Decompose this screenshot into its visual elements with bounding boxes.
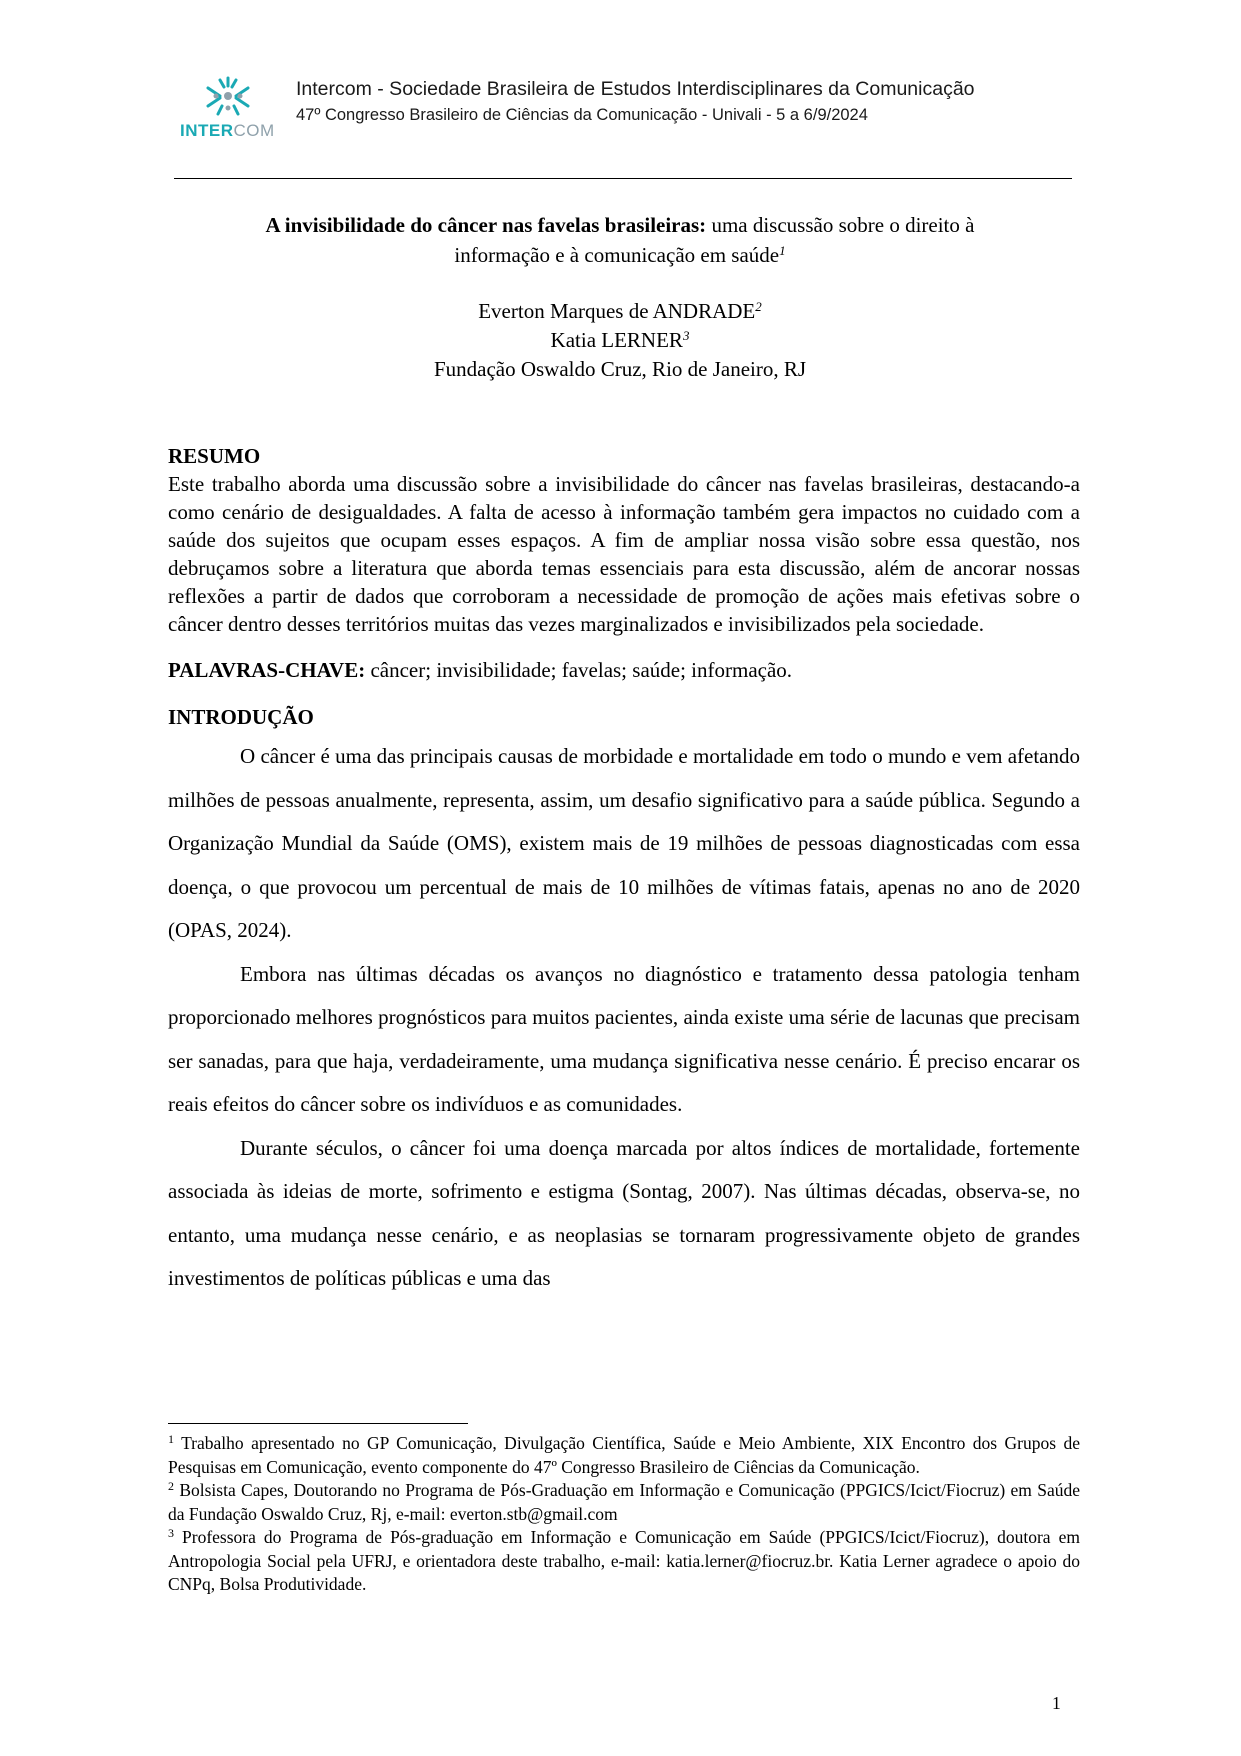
author-1-mark: 2 <box>755 299 762 314</box>
main-content <box>168 442 1080 1301</box>
keywords-text: câncer; invisibilidade; favelas; saúde; informação. <box>365 658 793 682</box>
header-congress-name: 47º Congresso Brasileiro de Ciências da Comunicação - Univali - 5 a 6/9/2024 <box>296 106 868 124</box>
footnote-2 <box>168 1479 1080 1526</box>
footnote-1-text: Trabalho apresentado no GP Comunicação, Divulgação Científica, Saúde e Meio Ambiente, XIX Encontro dos Grupos de Pesquisas em Comunicação, evento componente do 47º Congresso Brasileiro de Ciências da Comunicação. <box>168 1433 1080 1477</box>
title-footnote-mark: 1 <box>779 243 786 258</box>
footnote-3-text: Professora do Programa de Pós-graduação em Informação e Comunicação em Saúde (PPGICS/Icict/Fiocruz), doutora em Antropologia Social pela UFRJ, e orientadora deste trabalho, e-mail: katia.lerner@fiocruz.br. Katia Lerner agradece o apoio do CNPq, Bolsa Produtividade. <box>168 1527 1080 1594</box>
author-1-name: Everton Marques de ANDRADE <box>478 299 756 323</box>
logo-text-sub: COM <box>233 121 275 140</box>
footnote-rule <box>168 1423 468 1424</box>
footnote-2-text: Bolsista Capes, Doutorando no Programa de Pós-Graduação em Informação e Comunicação (PPGICS/Icict/Fiocruz) em Saúde da Fundação Oswaldo Cruz, Rj, e-mail: everton.stb@gmail.com <box>168 1480 1080 1524</box>
abstract-text: Este trabalho aborda uma discussão sobre a invisibilidade do câncer nas favelas brasileiras, destacando-a como cenário de desigualdades. A falta de acesso à informação também gera impactos no cuidado com a saúde dos sujeitos que ocupam esses espaços. A fim de ampliar nossa visão sobre essa questão, nos debruçamos sobre a literatura que aborda temas essenciais para esta discussão, além de ancorar nossas reflexões a partir de dados que corroboram a necessidade de promoção de ações mais efetivas sobre o câncer dentro desses territórios muitas das vezes marginalizados e invisibilizados pela sociedade. <box>168 472 1080 636</box>
intercom-logo <box>180 76 280 146</box>
keywords <box>168 656 1080 684</box>
author-1 <box>160 297 1080 326</box>
page-header <box>174 72 1074 152</box>
intro-paragraph-2: Embora nas últimas décadas os avanços no diagnóstico e tratamento dessa patologia tenham proporcionado melhores prognósticos para muitos pacientes, ainda existe uma série de lacunas que precisam ser sanadas, para que haja, verdadeiramente, uma mudança significativa nesse cenário. É preciso encarar os reais efeitos do câncer sobre os indivíduos e as comunidades. <box>168 961 1080 1116</box>
title-line2: informação e à comunicação em saúde <box>454 243 780 267</box>
footnote-3 <box>168 1526 1080 1597</box>
abstract-heading: RESUMO <box>168 444 261 468</box>
keywords-label: PALAVRAS-CHAVE: <box>168 658 366 682</box>
footnote-2-mark: 2 <box>168 1479 174 1493</box>
intro-paragraph-3: Durante séculos, o câncer foi uma doença marcada por altos índices de mortalidade, fortemente associada às ideias de morte, sofrimento e estigma (Sontag, 2007). Nas últimas décadas, observa-se, no entanto, uma mudança nesse cenário, e as neoplasias se tornaram progressivamente objeto de grandes investimentos de políticas públicas e uma das <box>168 1135 1080 1290</box>
footnote-1-mark: 1 <box>168 1432 174 1446</box>
footnote-1 <box>168 1432 1080 1479</box>
author-2-name: Katia LERNER <box>550 328 683 352</box>
footnotes <box>168 1432 1080 1597</box>
paper-title <box>160 210 1080 270</box>
title-bold-part: A invisibilidade do câncer nas favelas brasileiras: <box>265 213 707 237</box>
author-2 <box>160 326 1080 355</box>
header-rule <box>174 178 1072 179</box>
intro-paragraph-1: O câncer é uma das principais causas de morbidade e mortalidade em todo o mundo e vem afetando milhões de pessoas anualmente, representa, assim, um desafio significativo para a saúde pública. Segundo a Organização Mundial da Saúde (OMS), existem mais de 19 milhões de pessoas diagnosticadas com essa doença, o que provocou um percentual de mais de 10 milhões de vítimas fatais, apenas no ano de 2020 (OPAS, 2024). <box>168 744 1080 942</box>
logo-text-main: INTER <box>180 121 234 140</box>
title-rest-line1: uma discussão sobre o direito à <box>706 213 975 237</box>
footnote-3-mark: 3 <box>168 1526 174 1540</box>
author-2-mark: 3 <box>682 328 690 343</box>
logo-wordmark <box>180 121 275 141</box>
intercom-logo-icon <box>200 76 256 118</box>
header-society-name: Intercom - Sociedade Brasileira de Estudos Interdisciplinares da Comunicação <box>296 78 975 100</box>
affiliation: Fundação Oswaldo Cruz, Rio de Janeiro, RJ <box>433 357 807 381</box>
page-number: 1 <box>1052 1693 1061 1713</box>
author-block <box>160 297 1080 384</box>
introduction-heading: INTRODUÇÃO <box>168 705 314 729</box>
